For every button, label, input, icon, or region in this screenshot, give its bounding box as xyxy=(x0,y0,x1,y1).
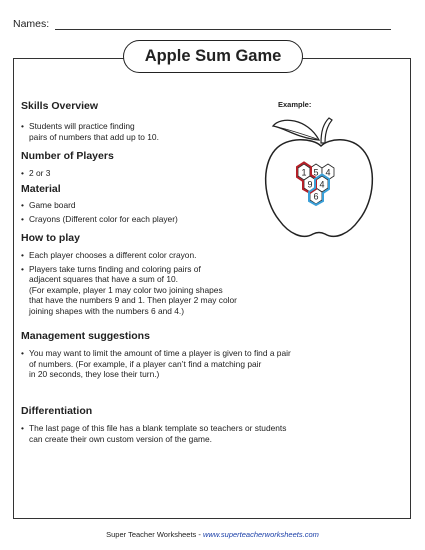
hex-number: 4 xyxy=(319,179,325,190)
apple-example-illustration xyxy=(255,108,380,243)
list-item: • 2 or 3 xyxy=(21,168,114,179)
hex-number: 1 xyxy=(301,167,307,178)
footer-link[interactable]: www.superteacherworksheets.com xyxy=(202,530,319,539)
section-heading: Differentiation xyxy=(21,405,93,417)
section-heading: How to play xyxy=(21,232,80,244)
list-item: • The last page of this file has a blank template so teachers or students can create their own custom version of the game. xyxy=(21,423,401,444)
names-label: Names: xyxy=(13,18,50,30)
page-title: Apple Sum Game xyxy=(123,40,303,73)
footer-brand: Super Teacher Worksheets - xyxy=(106,530,203,539)
names-input-line[interactable] xyxy=(55,18,391,30)
hex-number: 6 xyxy=(313,191,319,202)
list-item: • Each player chooses a different color crayon. xyxy=(21,250,331,261)
section-heading: Skills Overview xyxy=(21,100,99,112)
section-heading: Management suggestions xyxy=(21,330,150,342)
section-differentiation xyxy=(21,405,401,444)
footer xyxy=(0,530,425,539)
stem-icon xyxy=(321,118,332,143)
hex-number: 5 xyxy=(313,167,319,178)
section-heading: Number of Players xyxy=(21,150,114,162)
section-management xyxy=(21,330,401,380)
list-item: • Crayons (Different color for each player) xyxy=(21,214,178,225)
hex-number: 9 xyxy=(307,179,313,190)
section-heading: Material xyxy=(21,183,61,195)
list-item: • Students will practice finding pairs of numbers that add up to 10. xyxy=(21,121,221,142)
section-players xyxy=(21,150,114,179)
list-item: • Game board xyxy=(21,200,178,211)
names-field xyxy=(13,18,391,30)
example-label: Example: xyxy=(278,100,312,109)
list-item: • Players take turns finding and coloring pairs of adjacent squares that have a sum of 10. (For example, player 1 may color two joining shapes that have the numbers 9 and 1. Then player 2 may color joining shapes with the numbers 6 and 4.) xyxy=(21,264,331,317)
section-material xyxy=(21,183,178,227)
section-howto xyxy=(21,232,331,320)
list-item: • You may want to limit the amount of time a player is given to find a pair of numbers. (For example, if a player can’t find a matching pair in 20 seconds, they lose their turn.) xyxy=(21,348,401,380)
section-skills xyxy=(21,100,221,142)
hex-number: 4 xyxy=(325,167,331,178)
